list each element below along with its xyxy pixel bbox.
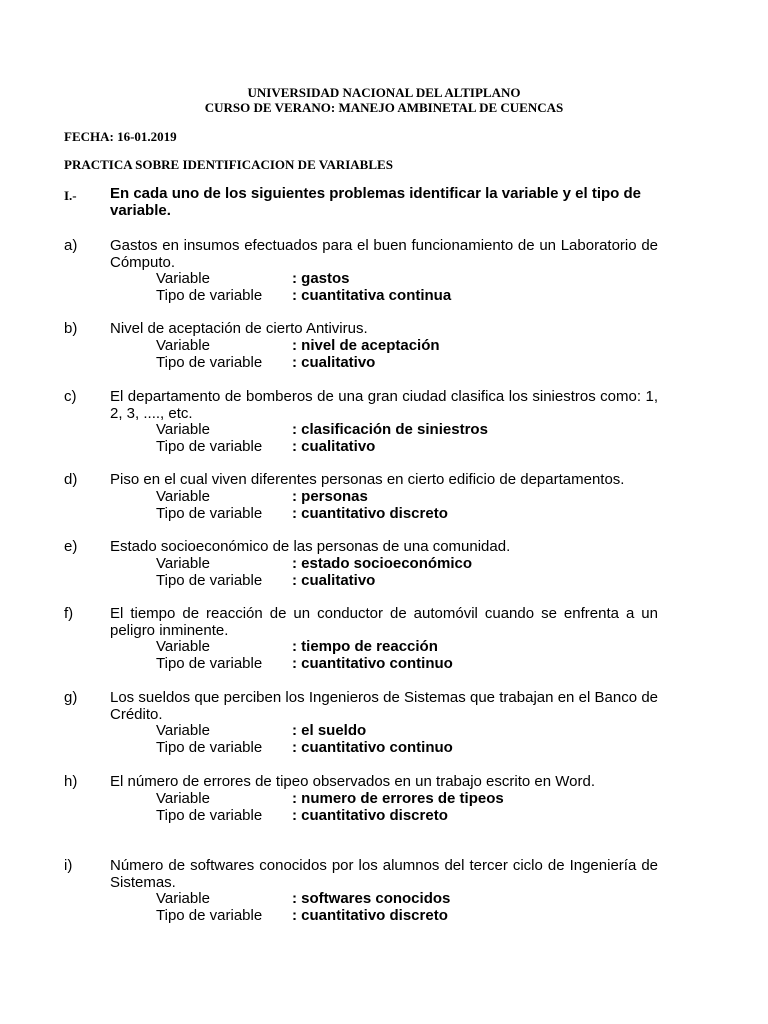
practice-title: PRACTICA SOBRE IDENTIFICACION DE VARIABLES: [64, 157, 393, 172]
tipo-row: [156, 287, 451, 304]
variable-value: : clasificación de siniestros: [292, 421, 488, 438]
section-instruction: En cada uno de los siguientes problemas identificar la variable y el tipo de variable.: [110, 185, 641, 219]
variable-row: [156, 337, 440, 354]
problem-text: Número de softwares conocidos por los alumnos del tercer ciclo de Ingeniería de Sistemas.: [110, 857, 658, 891]
tipo-value: : cuantitativo continuo: [292, 739, 453, 756]
course-heading: CURSO DE VERANO: MANEJO AMBINETAL DE CUENCAS: [204, 100, 564, 115]
tipo-value: : cuantitativo continuo: [292, 655, 453, 672]
problem-letter: d): [64, 471, 78, 488]
tipo-value: : cualitativo: [292, 572, 376, 589]
tipo-value: : cuantitativo discreto: [292, 505, 448, 522]
tipo-label: Tipo de variable: [156, 287, 263, 304]
tipo-row: [156, 505, 448, 522]
variable-row: [156, 890, 450, 907]
tipo-value: : cuantitativa continua: [292, 287, 452, 304]
tipo-label: Tipo de variable: [156, 807, 263, 824]
tipo-label: Tipo de variable: [156, 354, 263, 371]
problem-letter: c): [64, 388, 77, 405]
problem-letter: b): [64, 320, 78, 337]
tipo-label: Tipo de variable: [156, 655, 263, 672]
variable-row: [156, 555, 472, 572]
variable-label: Variable: [156, 421, 210, 438]
variable-label: Variable: [156, 270, 210, 287]
tipo-row: [156, 572, 375, 589]
tipo-row: [156, 438, 375, 455]
variable-label: Variable: [156, 488, 210, 505]
variable-row: [156, 488, 368, 505]
variable-value: : personas: [292, 488, 368, 505]
problem-letter: e): [64, 538, 78, 555]
tipo-label: Tipo de variable: [156, 572, 263, 589]
variable-label: Variable: [156, 638, 210, 655]
variable-label: Variable: [156, 337, 210, 354]
tipo-label: Tipo de variable: [156, 739, 263, 756]
variable-row: [156, 270, 350, 287]
variable-value: : tiempo de reacción: [292, 638, 438, 655]
tipo-row: [156, 354, 375, 371]
variable-value: : nivel de aceptación: [292, 337, 440, 354]
problem-text: Estado socioeconómico de las personas de una comunidad.: [110, 538, 511, 555]
section-number: I.-: [64, 188, 77, 203]
problem-letter: g): [64, 689, 78, 706]
variable-value: : softwares conocidos: [292, 890, 451, 907]
tipo-value: : cualitativo: [292, 438, 376, 455]
variable-label: Variable: [156, 890, 210, 907]
date-line: FECHA: 16-01.2019: [64, 129, 177, 144]
tipo-value: : cualitativo: [292, 354, 376, 371]
problem-text: El número de errores de tipeo observados en un trabajo escrito en Word.: [110, 773, 595, 790]
variable-label: Variable: [156, 555, 210, 572]
variable-row: [156, 638, 438, 655]
variable-row: [156, 722, 366, 739]
variable-row: [156, 421, 488, 438]
variable-label: Variable: [156, 790, 210, 807]
tipo-label: Tipo de variable: [156, 438, 263, 455]
variable-value: : gastos: [292, 270, 350, 287]
problem-letter: i): [64, 857, 73, 874]
problem-text: Gastos en insumos efectuados para el buen funcionamiento de un Laboratorio de Cómputo.: [110, 237, 658, 271]
university-heading: UNIVERSIDAD NACIONAL DEL ALTIPLANO: [247, 85, 521, 100]
problem-text: Piso en el cual viven diferentes personas en cierto edificio de departamentos.: [110, 471, 625, 488]
problem-letter: a): [64, 237, 78, 254]
tipo-value: : cuantitativo discreto: [292, 907, 448, 924]
tipo-label: Tipo de variable: [156, 505, 263, 522]
problem-text: Nivel de aceptación de cierto Antivirus.: [110, 320, 368, 337]
problem-text: El tiempo de reacción de un conductor de automóvil cuando se enfrenta a un peligro inminente.: [110, 605, 658, 639]
variable-label: Variable: [156, 722, 210, 739]
problem-letter: h): [64, 773, 78, 790]
variable-value: : el sueldo: [292, 722, 367, 739]
variable-row: [156, 790, 504, 807]
tipo-row: [156, 907, 448, 924]
tipo-row: [156, 739, 453, 756]
tipo-row: [156, 655, 453, 672]
problem-text: Los sueldos que perciben los Ingenieros de Sistemas que trabajan en el Banco de Crédito.: [110, 689, 658, 723]
tipo-row: [156, 807, 448, 824]
variable-value: : numero de errores de tipeos: [292, 790, 504, 807]
problem-text: El departamento de bomberos de una gran ciudad clasifica los siniestros como: 1, 2, 3, ...., etc.: [110, 388, 658, 422]
variable-value: : estado socioeconómico: [292, 555, 473, 572]
tipo-label: Tipo de variable: [156, 907, 263, 924]
problem-letter: f): [64, 605, 74, 622]
tipo-value: : cuantitativo discreto: [292, 807, 448, 824]
